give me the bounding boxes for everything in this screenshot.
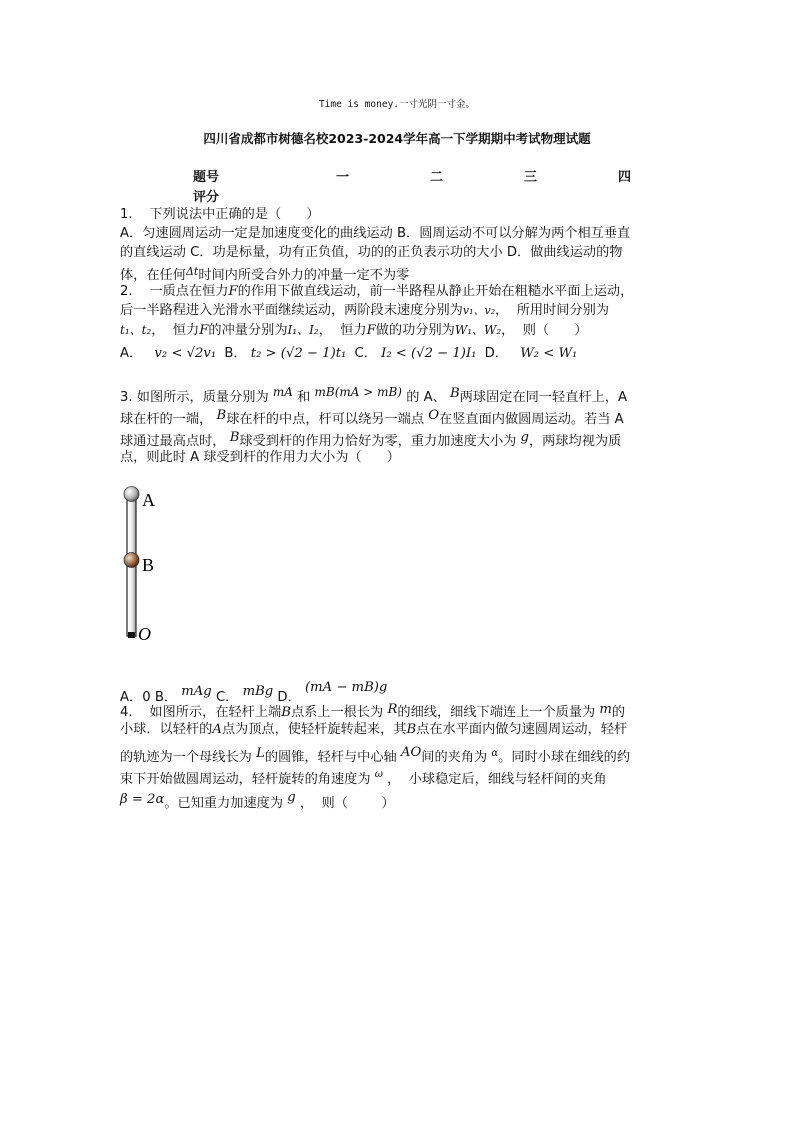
q3-line-3b: 球受到杆的作用力恰好为零，重力加速度大小为: [239, 434, 517, 449]
impulse-symbols: I₁、I₂: [287, 323, 319, 337]
q2-line-3e: ， 则（ ）: [501, 323, 588, 338]
q1-stem: 1. 下列说法中正确的是（ ）: [120, 207, 320, 222]
q1-line-1: A．匀速圆周运动一定是加速度变化的曲线运动 B．圆周运动不可以分解为两个相互垂直: [120, 226, 631, 241]
mass-a-symbol: mA: [272, 385, 293, 399]
ball-b-symbol-3: B: [229, 430, 240, 445]
force-symbol: F: [228, 284, 238, 299]
score-table-score-label: 评分: [193, 190, 220, 205]
radius-symbol: R: [387, 702, 398, 717]
ball-b: [124, 553, 139, 568]
q4-line-2c: 点在水平面内做匀速圆周运动，轻杆: [416, 722, 628, 737]
q3-line-1: [120, 382, 627, 408]
q1-line-2: 的直线运动 C．功是标量，功有正负值，功的的正负表示功的大小 D．做曲线运动的物: [120, 245, 623, 260]
q2-options: [120, 344, 577, 364]
q4-line-5a: 。已知重力加速度为: [164, 796, 284, 811]
q2-line-1b: 的作用下做直线运动，前一半路程从静止开始在粗糙水平面上运动，: [237, 284, 634, 299]
length-symbol: L: [256, 746, 265, 761]
q2-option-c: I₂ < (√2 − 1)I₁: [381, 346, 477, 361]
header-motto: Time is money.一寸光阴一寸金。: [318, 99, 476, 110]
q4-line-3b: 的圆锥，轻杆与中心轴: [264, 750, 397, 765]
score-table-col-1: 一: [336, 170, 350, 185]
q3-line-3c: ，两球均视为质: [529, 434, 622, 449]
mass-symbol: m: [599, 702, 612, 717]
q3-line-4: 点，则此时 A 球受到杆的作用力大小为（ ）: [120, 450, 400, 465]
q3-line-2a: 球在杆的一端，: [120, 412, 213, 427]
work-symbols: W₁、W₂: [454, 323, 502, 337]
q2-line-3b: 的冲量分别为: [208, 323, 288, 338]
gravity-symbol-2: g: [287, 790, 296, 805]
q2-line-2b: ， 所用时间分别为: [495, 303, 610, 318]
q4-line-4a: 束下开始做圆周运动，轻杆旋转的角速度为: [120, 772, 371, 787]
q2-option-d-label: D．: [484, 346, 508, 361]
q2-line-3d: 做的功分别为: [375, 323, 455, 338]
velocity-symbols: v₁、v₂: [462, 304, 496, 317]
rod-figure: [118, 482, 178, 646]
q2-line-2: [120, 301, 609, 321]
score-table-row-label: 题号: [193, 170, 220, 185]
q3-option-d-label: D．: [277, 690, 301, 705]
q3-option-c: mBg: [242, 684, 274, 699]
q4-line-5b: ， 则（ ）: [299, 796, 395, 811]
q3-line-1b: 和: [297, 390, 311, 405]
label-a: A: [142, 490, 155, 510]
q3-line-2: [120, 406, 624, 430]
q4-line-2b: 点为顶点，使轻杆旋转起来，其: [221, 722, 407, 737]
ball-a: [124, 487, 139, 502]
q3-line-1a: 3. 如图所示，质量分别为: [120, 390, 269, 405]
q2-option-a-label: A．: [120, 346, 143, 361]
point-b-symbol-2: B: [406, 722, 417, 737]
q2-line-3a: ， 恒力: [151, 323, 200, 338]
q3-line-3a: 球通过最高点时，: [120, 434, 226, 449]
axis-ao-symbol: AO: [400, 745, 422, 760]
q3-line-2b: 球在杆的中点，杆可以绕另一端点: [226, 412, 425, 427]
q3-option-b-label: B．: [154, 690, 178, 705]
force-symbol-3: F: [366, 323, 376, 338]
omega-symbol: ω: [374, 769, 383, 780]
label-b: B: [142, 555, 155, 575]
q3-option-d: (mA − mB)g: [304, 680, 388, 695]
force-symbol-2: F: [199, 323, 209, 338]
point-b-symbol: B: [281, 705, 291, 720]
q4-line-2: [120, 720, 627, 740]
q4-line-2a: 小球．以轻杆的: [120, 722, 213, 737]
q4-line-3a: 的轨迹为一个母线长为: [120, 750, 252, 765]
q2-line-3: [120, 320, 587, 341]
pivot-o-symbol: O: [428, 408, 440, 423]
q3-option-c-label: C．: [215, 690, 239, 705]
q3-line-1d: 两球固定在同一轻直杆上，A: [459, 390, 627, 405]
mass-b-symbol: mB(mA > mB): [314, 385, 402, 399]
score-table-col-2: 二: [430, 170, 444, 185]
q2-option-d: W₂ < W₁: [520, 346, 578, 361]
q2-line-1: [120, 282, 633, 302]
q3-line-1c: 的 A、: [406, 390, 446, 405]
q4-line-3d: 。同时小球在细线的约: [498, 750, 631, 765]
point-a-symbol: A: [212, 722, 222, 737]
q2-line-2a: 后一半路程进入光滑水平面继续运动，两阶段末速度分别为: [120, 303, 463, 318]
label-o: O: [138, 624, 151, 644]
q2-line-1a: 2. 一质点在恒力: [120, 284, 229, 299]
q2-option-c-label: C．: [354, 346, 377, 361]
q1-line-3b: 时间内所受合外力的冲量一定不为零: [198, 268, 410, 283]
q4-line-5: [120, 788, 395, 814]
q4-line-4: [120, 765, 607, 790]
delta-t-symbol: Δt: [185, 265, 199, 278]
ball-b-symbol-2: B: [216, 408, 227, 423]
q2-line-3c: ， 恒力: [318, 323, 367, 338]
score-table-col-3: 三: [524, 170, 538, 185]
q2-option-a: v₂ < √2v₁: [154, 346, 217, 361]
beta-equation: β = 2α: [120, 792, 165, 807]
q1-line-3a: 体，在任何: [120, 268, 186, 283]
q4-line-1a: 4. 如图所示，在轻杆上端: [120, 705, 282, 720]
q4-line-4b: ， 小球稳定后，细线与轻杆间的夹角: [387, 772, 607, 787]
alpha-symbol: α: [491, 748, 499, 759]
q3-option-b: mAg: [181, 684, 212, 699]
time-symbols: t₁、t₂: [120, 323, 152, 337]
q3-option-a: A．0: [120, 690, 151, 705]
score-table-col-4: 四: [618, 170, 632, 185]
q2-option-b-label: B．: [224, 346, 247, 361]
gravity-symbol: g: [520, 430, 529, 445]
q4-line-1d: 的: [611, 705, 626, 720]
q2-option-b: t₂ > (√2 − 1)t₁: [250, 346, 347, 361]
ball-b-symbol: B: [450, 386, 460, 401]
q3-line-2c: 在竖直面内做圆周运动。若当 A: [439, 412, 624, 427]
pivot-point: [128, 632, 135, 638]
q4-line-1b: 点系上一根长为: [290, 705, 384, 720]
q4-line-3c: 间的夹角为: [421, 750, 488, 765]
page-title: 四川省成都市树德名校2023-2024学年高一下学期期中考试物理试题: [203, 131, 591, 146]
q4-line-1c: 的细线，细线下端连上一个质量为: [397, 705, 596, 720]
